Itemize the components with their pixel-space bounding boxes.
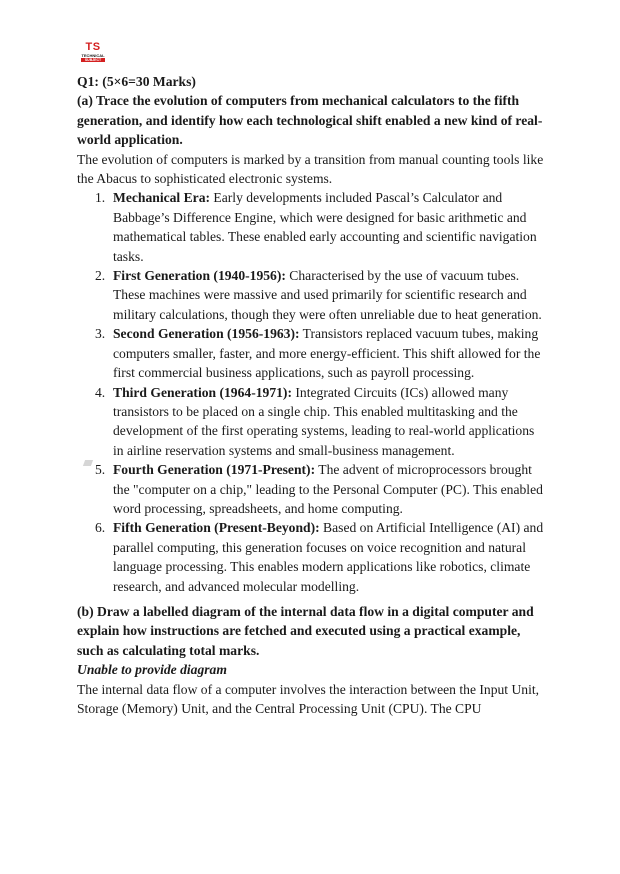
- logo-main: TS: [85, 41, 101, 53]
- logo-line1: TECHNICAL: [81, 53, 105, 58]
- item-title: Fourth Generation (1971-Present):: [113, 462, 316, 478]
- item-number: 5.: [95, 462, 106, 478]
- item-number: 3.: [95, 326, 106, 342]
- part-a-heading: (a) Trace the evolution of computers from mechanical calculators to the fifth generation, and identify how each technological shift enabled a new kind of real-world application.: [77, 93, 543, 148]
- part-b-note: Unable to provide diagram: [77, 662, 227, 678]
- list-item: [77, 188, 547, 266]
- part-a-intro: The evolution of computers is marked by a transition from manual counting tools like the Abacus to sophisticated electronic systems.: [77, 151, 544, 187]
- item-title: Second Generation (1956-1963):: [113, 326, 300, 342]
- logo-line2: SUBJECT: [81, 58, 105, 62]
- item-title: First Generation (1940-1956):: [113, 268, 286, 284]
- item-number: 2.: [95, 268, 106, 284]
- item-text: Integrated Circuits (ICs) allowed many transistors to be placed on a single chip. This enabled multitasking and the development of the first operating systems, leading to real-world applications in airline reservation systems and small-business management.: [113, 384, 535, 458]
- part-b-text: The internal data flow of a computer involves the interaction between the Input Unit, Storage (Memory) Unit, and the Central Processing Unit (CPU). The CPU: [77, 681, 540, 716]
- list-item: [77, 518, 547, 596]
- part-b-heading: (b) Draw a labelled diagram of the internal data flow in a digital computer and explain how instructions are fetched and executed using a practical example, such as calculating total marks.: [77, 603, 534, 658]
- ts-logo: [78, 42, 108, 64]
- list-item: [77, 324, 547, 382]
- item-text: Early developments included Pascal’s Calculator and Babbage’s Difference Engine, which were designed for basic arithmetic and mathematical tables. These enabled early accounting and scientific navigation tasks.: [113, 190, 537, 264]
- item-title: Mechanical Era:: [113, 190, 211, 206]
- generations-list: [77, 188, 547, 596]
- item-text: Transistors replaced vacuum tubes, making computers smaller, faster, and more energy-efficient. This shift allowed for the first commercial business applications, such as payroll processing.: [113, 326, 541, 381]
- document-body: [77, 72, 547, 718]
- item-title: Fifth Generation (Present-Beyond):: [113, 520, 320, 536]
- list-item: [77, 383, 547, 461]
- item-number: 1.: [95, 190, 106, 206]
- item-number: 6.: [95, 520, 106, 536]
- item-text: Characterised by the use of vacuum tubes. These machines were massive and used primarily for scientific research and military calculations, though they were often unreliable due to heat generation.: [113, 268, 542, 322]
- list-item: [77, 266, 547, 324]
- item-text: The advent of microprocessors brought the "computer on a chip," leading to the Personal Computer (PC). This enabled word processing, spreadsheets, and home computing.: [113, 462, 543, 516]
- item-title: Third Generation (1964-1971):: [113, 384, 292, 400]
- item-number: 4.: [95, 384, 106, 400]
- item-text: Based on Artificial Intelligence (AI) and parallel computing, this generation focuses on voice recognition and natural language processing. This enables modern applications like robotics, climate research, and advanced molecular modelling.: [113, 520, 544, 594]
- list-item: [77, 460, 547, 518]
- question-title: Q1: (5×6=30 Marks): [77, 74, 196, 89]
